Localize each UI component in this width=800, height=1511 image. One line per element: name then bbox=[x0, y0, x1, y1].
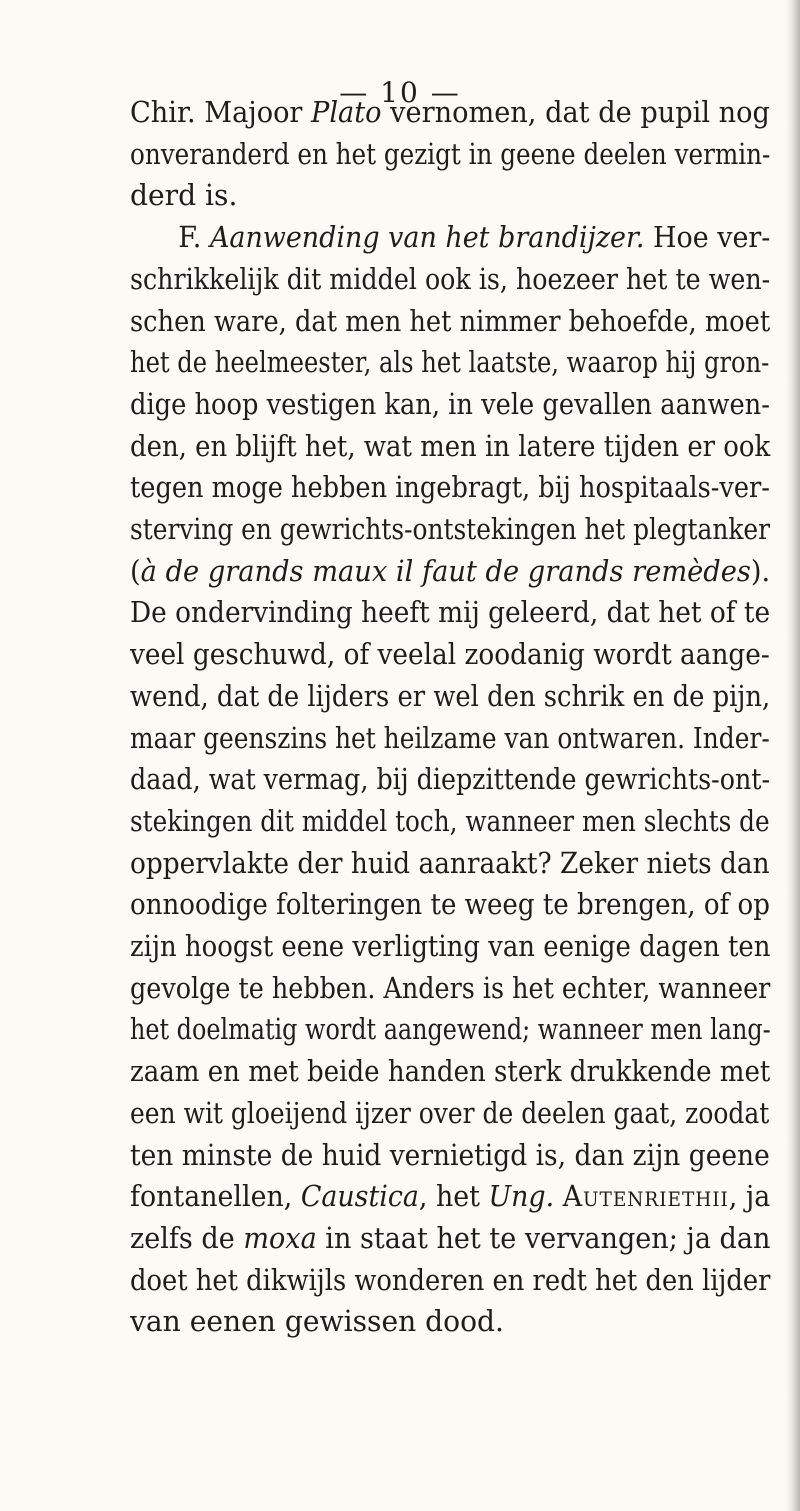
text-line bbox=[130, 467, 770, 509]
text-line bbox=[130, 926, 771, 968]
text-line bbox=[130, 1176, 771, 1218]
body-text bbox=[130, 92, 790, 1343]
text-run: van eenen gewissen dood. bbox=[130, 1304, 504, 1339]
text-line bbox=[130, 1135, 770, 1177]
text-run: ). bbox=[750, 553, 771, 588]
text-run: het de heelmeester, als het laatste, waarop hij gron- bbox=[130, 345, 770, 380]
text-line bbox=[130, 259, 771, 301]
text-line bbox=[130, 426, 771, 468]
text-line bbox=[130, 592, 771, 634]
text-line bbox=[130, 759, 771, 801]
text-line bbox=[130, 217, 771, 259]
text-run: zelfs de bbox=[130, 1220, 244, 1255]
text-line bbox=[130, 551, 771, 593]
text-line bbox=[130, 134, 771, 176]
text-run: , het bbox=[418, 1179, 489, 1214]
text-run: onnoodige folteringen te weeg te brengen, of op bbox=[130, 887, 770, 922]
text-line bbox=[130, 1009, 771, 1051]
text-line bbox=[130, 634, 770, 676]
text-run: maar geenszins het heilzame van ontwaren. Inder- bbox=[130, 720, 770, 755]
text-run: zaam en met beide handen sterk drukkende met bbox=[130, 1054, 771, 1089]
text-run: F. bbox=[178, 220, 210, 255]
text-run: zijn hoogst eene verligting van eenige dagen ten bbox=[130, 929, 771, 964]
text-line bbox=[130, 676, 771, 718]
text-run: het doelmatig wordt aangewend; wanneer men lang- bbox=[130, 1012, 771, 1047]
text-line bbox=[130, 1051, 771, 1093]
small-caps-run: Autenriethii bbox=[562, 1179, 729, 1214]
text-run: schen ware, dat men het nimmer behoefde, moet bbox=[130, 303, 771, 338]
text-run: vernomen, dat de pupil nog bbox=[381, 95, 770, 129]
text-run: tegen moge hebben ingebragt, bij hospitaals-ver- bbox=[130, 470, 770, 505]
text-run: stekingen dit middel toch, wanneer men slechts de bbox=[130, 803, 770, 838]
text-run: gevolge te hebben. Anders is het echter, wanneer bbox=[130, 970, 771, 1005]
text-run: wend, dat de lijders er wel den schrik en de pijn, bbox=[130, 678, 771, 713]
italic-run: moxa bbox=[243, 1220, 317, 1255]
text-line bbox=[130, 1218, 771, 1260]
text-run: in staat het te vervangen; ja dan bbox=[316, 1220, 771, 1255]
page-number: — 10 — bbox=[339, 76, 461, 109]
text-line bbox=[130, 801, 770, 843]
text-line bbox=[130, 884, 770, 926]
italic-run: Ung. bbox=[488, 1179, 555, 1214]
italic-run: Plato bbox=[311, 95, 382, 129]
text-line bbox=[130, 301, 771, 343]
text-run: , ja bbox=[728, 1179, 771, 1214]
text-line bbox=[130, 384, 770, 426]
text-line bbox=[130, 968, 771, 1010]
text-run: De ondervinding heeft mij geleerd, dat het of te bbox=[130, 595, 771, 630]
text-line bbox=[130, 175, 770, 217]
text-line bbox=[130, 92, 770, 134]
text-line bbox=[130, 509, 771, 551]
text-run bbox=[554, 1179, 563, 1213]
text-line bbox=[130, 1093, 770, 1135]
italic-run: à de grands maux il faut de grands remèdes bbox=[140, 553, 751, 588]
text-run: daad, wat vermag, bij diepzittende gewrichts-ont- bbox=[130, 762, 771, 797]
text-run: derd is. bbox=[130, 178, 238, 213]
text-run: ten minste de huid vernietigd is, dan zijn geene bbox=[130, 1137, 770, 1172]
text-line bbox=[130, 1260, 771, 1302]
text-run: dige hoop vestigen kan, in vele gevallen aanwen- bbox=[130, 386, 770, 421]
text-run: onveranderd en het gezigt in geene deelen vermin- bbox=[130, 136, 771, 171]
text-run: doet het dikwijls wonderen en redt het den lijder bbox=[130, 1262, 771, 1297]
text-run: ( bbox=[130, 553, 141, 588]
text-run: Hoe ver- bbox=[644, 220, 771, 255]
text-run: den, en blijft het, wat men in latere tijden er ook bbox=[130, 428, 771, 463]
text-run: veel geschuwd, of veelal zoodanig wordt aange- bbox=[130, 637, 770, 672]
text-run: schrikkelijk dit middel ook is, hoezeer het te wen- bbox=[130, 261, 771, 296]
text-line bbox=[130, 718, 770, 760]
text-run: oppervlakte der huid aanraakt? Zeker niets dan bbox=[130, 845, 770, 880]
text-run: sterving en gewrichts-ontstekingen het plegtanker bbox=[130, 512, 771, 547]
text-line bbox=[130, 342, 770, 384]
text-run: een wit gloeijend ijzer over de deelen gaat, zoodat bbox=[130, 1095, 770, 1130]
text-run: fontanellen, bbox=[130, 1179, 301, 1214]
text-line bbox=[130, 843, 770, 885]
italic-run: Caustica bbox=[300, 1179, 419, 1214]
text-line bbox=[130, 1301, 770, 1343]
text-run: Chir. Majoor bbox=[130, 95, 312, 129]
italic-run: Aanwending van het brandijzer. bbox=[209, 220, 645, 255]
